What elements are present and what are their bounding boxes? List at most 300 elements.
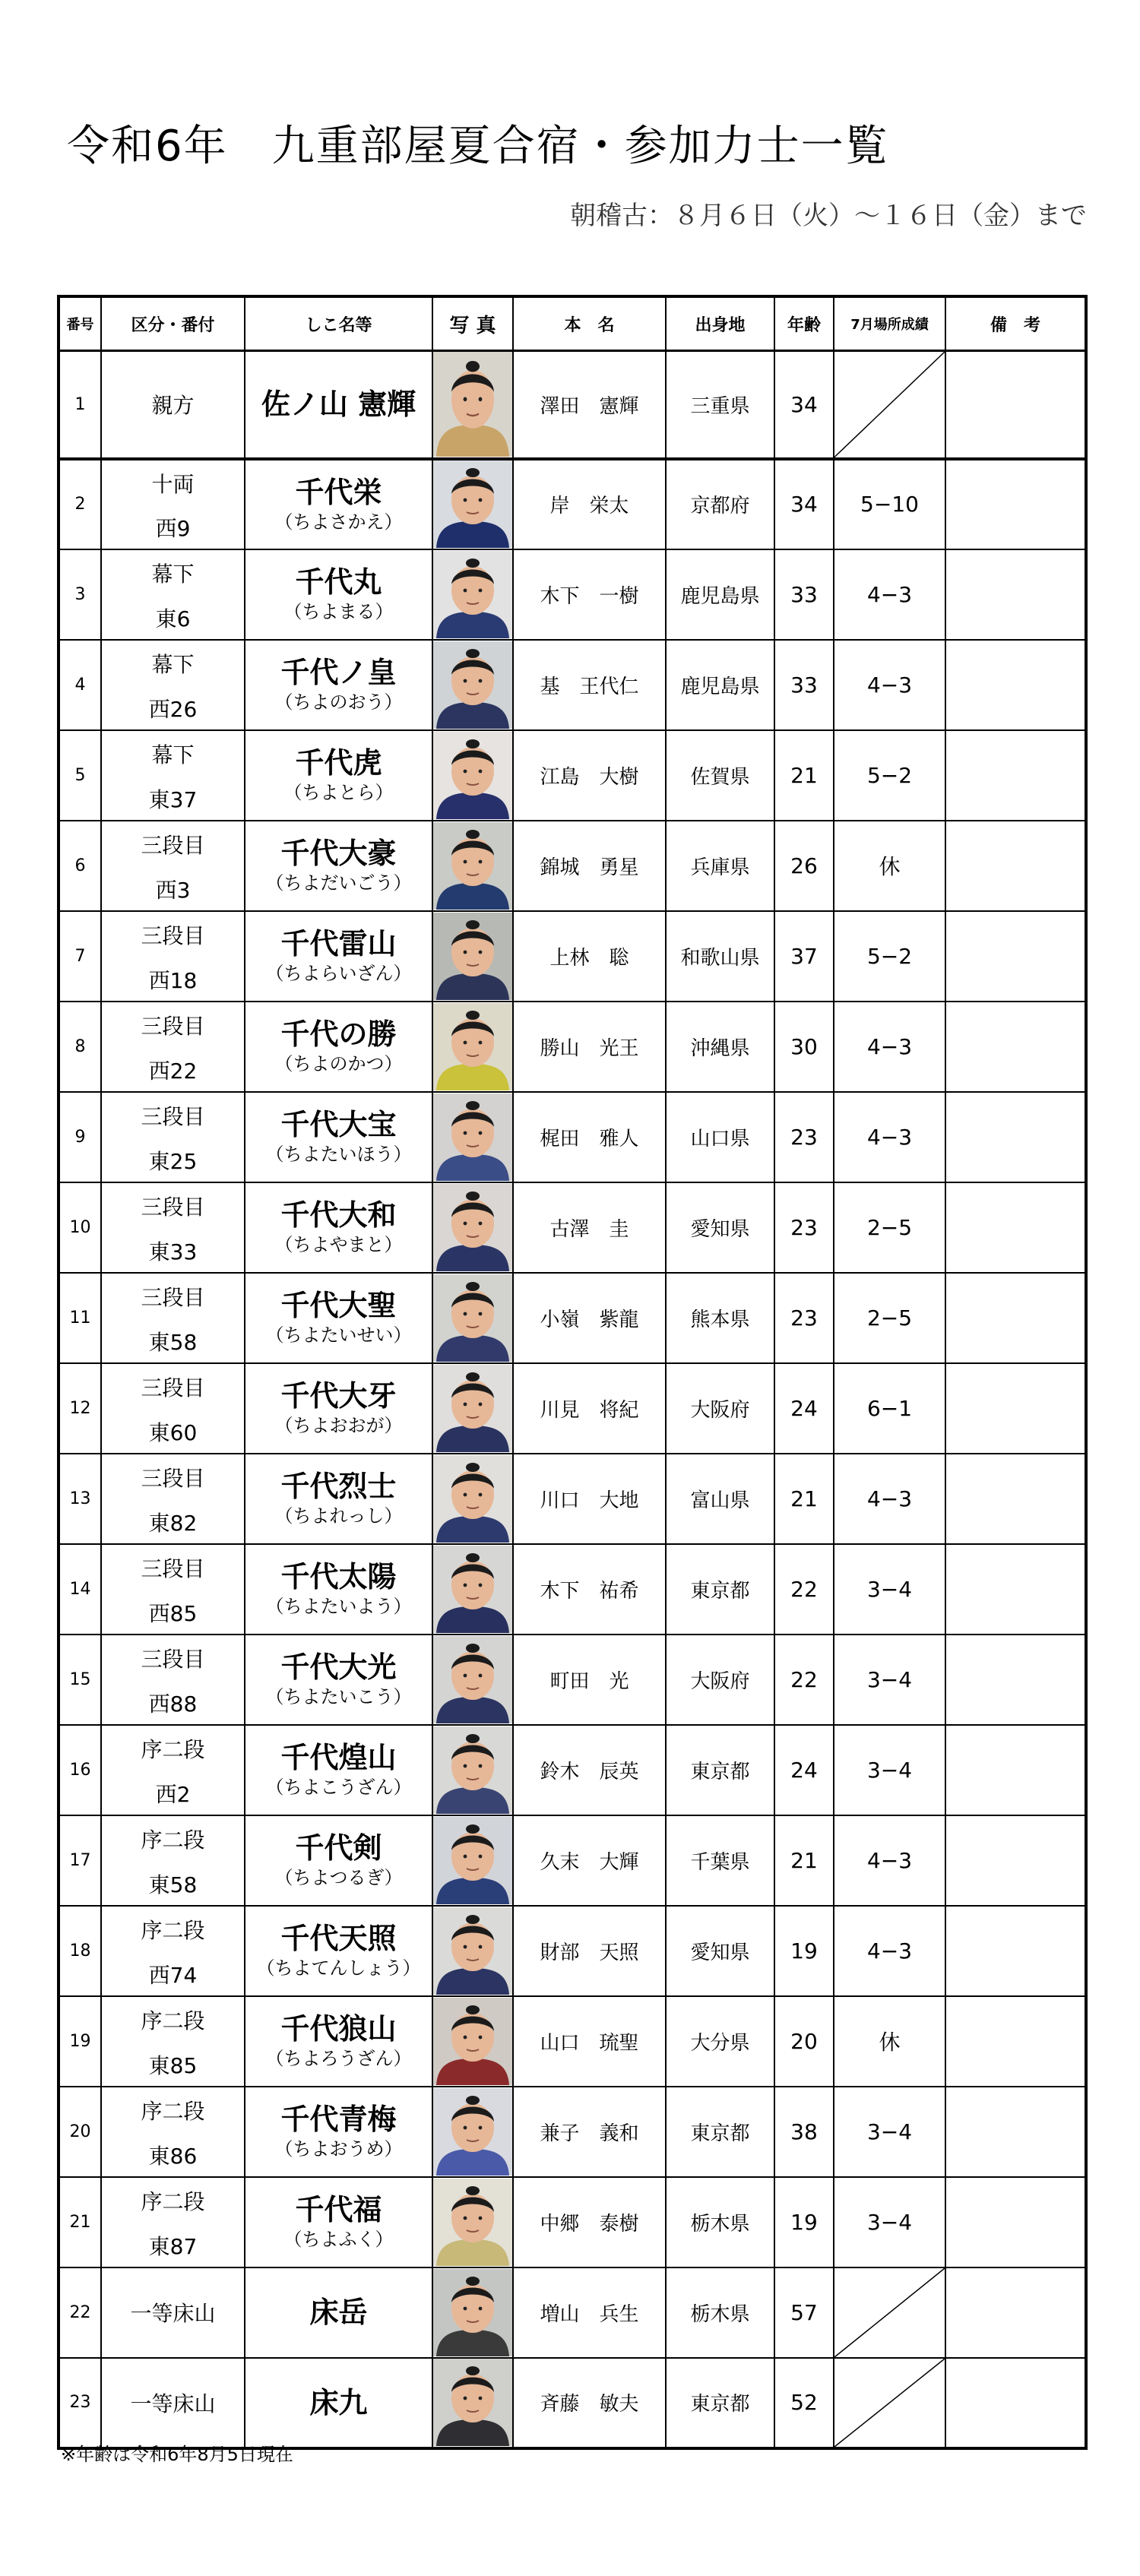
shikona-cell — [245, 1092, 432, 1182]
rank-position: 東58 — [148, 1872, 198, 1897]
record-value: 4−3 — [866, 1938, 913, 1964]
header-num: 番号 — [59, 296, 101, 351]
rank-division: 序二段 — [141, 2188, 205, 2214]
record-value: 4−3 — [866, 1033, 913, 1059]
rank-cell — [101, 1454, 245, 1544]
real-name: 岸 栄太 — [513, 459, 666, 549]
rank-cell — [101, 2177, 245, 2267]
remarks — [945, 1906, 1086, 1996]
row-number: 16 — [59, 1725, 101, 1815]
record-value: 3−4 — [866, 1576, 913, 1602]
shikona-reading: （ちよれっし） — [274, 1505, 403, 1527]
rank-position: 西3 — [155, 877, 191, 903]
real-name: 町田 光 — [513, 1635, 666, 1725]
wrestler-photo — [433, 1003, 512, 1090]
photo-cell — [432, 2177, 513, 2267]
remarks — [945, 1725, 1086, 1815]
july-record — [834, 1635, 945, 1725]
remarks — [945, 1002, 1086, 1092]
rank-position: 西85 — [148, 1600, 198, 1626]
shikona-cell — [245, 640, 432, 730]
real-name: 川見 将紀 — [513, 1363, 666, 1454]
age: 24 — [774, 1725, 834, 1815]
table-row — [59, 1725, 1086, 1815]
table-row — [59, 1273, 1086, 1363]
hometown: 兵庫県 — [666, 821, 774, 911]
real-name: 勝山 光王 — [513, 1002, 666, 1092]
table-row — [59, 2177, 1086, 2267]
shikona-cell — [245, 1363, 432, 1454]
rank-position: 東58 — [148, 1329, 198, 1355]
header-remarks: 備 考 — [945, 296, 1086, 351]
record-value: 休 — [879, 2030, 901, 2055]
wrestler-photo — [433, 1817, 512, 1904]
shikona-cell — [245, 1182, 432, 1273]
row-number: 20 — [59, 2087, 101, 2177]
hometown: 和歌山県 — [666, 911, 774, 1002]
row-number: 8 — [59, 1002, 101, 1092]
real-name: 兼子 義和 — [513, 2087, 666, 2177]
age: 34 — [774, 459, 834, 549]
age: 52 — [774, 2358, 834, 2448]
real-name: 川口 大地 — [513, 1454, 666, 1544]
rank-division: 序二段 — [141, 1736, 205, 1762]
record-value: 3−4 — [866, 1666, 913, 1692]
july-record — [834, 1002, 945, 1092]
shikona-reading: （ちよおおが） — [274, 1415, 403, 1436]
hometown: 大分県 — [666, 1996, 774, 2087]
wrestler-photo — [433, 2088, 512, 2176]
record-value: 4−3 — [866, 581, 913, 607]
shikona-reading: （ちよさかえ） — [274, 511, 403, 533]
row-number: 5 — [59, 730, 101, 821]
shikona-cell — [245, 1815, 432, 1906]
hometown: 熊本県 — [666, 1273, 774, 1363]
rank-cell — [101, 1092, 245, 1182]
remarks — [945, 2177, 1086, 2267]
rank-cell — [101, 351, 245, 459]
shikona-cell — [245, 1996, 432, 2087]
july-record — [834, 2267, 945, 2358]
shikona-reading: （ちよまる） — [283, 601, 394, 622]
row-number: 11 — [59, 1273, 101, 1363]
row-number: 13 — [59, 1454, 101, 1544]
wrestler-photo — [433, 1184, 512, 1271]
table-row — [59, 2267, 1086, 2358]
remarks — [945, 351, 1086, 459]
row-number: 19 — [59, 1996, 101, 2087]
record-value: 2−5 — [866, 1305, 913, 1331]
wrestler-photo — [433, 732, 512, 819]
record-value: 3−4 — [866, 1757, 913, 1783]
rank-division: 三段目 — [141, 1194, 205, 1220]
photo-cell — [432, 1363, 513, 1454]
header-hometown: 出身地 — [666, 296, 774, 351]
real-name: 梶田 雅人 — [513, 1092, 666, 1182]
rank-cell — [101, 730, 245, 821]
shikona-reading: （ちよとら） — [283, 782, 394, 803]
real-name: 小嶺 紫龍 — [513, 1273, 666, 1363]
july-record — [834, 640, 945, 730]
shikona: 千代煌山 — [280, 1741, 397, 1774]
real-name: 山口 琉聖 — [513, 1996, 666, 2087]
rank-position: 西26 — [148, 696, 198, 722]
roster-body — [59, 351, 1086, 2448]
shikona-cell — [245, 549, 432, 640]
hometown: 愛知県 — [666, 1906, 774, 1996]
rank-position: 西22 — [148, 1058, 198, 1084]
shikona: 千代雷山 — [280, 927, 397, 960]
shikona-cell — [245, 1454, 432, 1544]
july-record — [834, 2358, 945, 2448]
photo-cell — [432, 1092, 513, 1182]
header-rank: 区分・番付 — [101, 296, 245, 351]
table-row — [59, 1363, 1086, 1454]
shikona-cell — [245, 2267, 432, 2358]
table-row — [59, 549, 1086, 640]
table-row — [59, 1906, 1086, 1996]
rank-position: 東33 — [148, 1239, 198, 1264]
hometown: 鹿児島県 — [666, 640, 774, 730]
rank-cell — [101, 1182, 245, 1273]
real-name: 澤田 憲輝 — [513, 351, 666, 459]
rank-cell — [101, 1363, 245, 1454]
hometown: 東京都 — [666, 1544, 774, 1635]
header-shikona: しこ名等 — [245, 296, 432, 351]
wrestler-photo — [433, 822, 512, 910]
photo-cell — [432, 1635, 513, 1725]
wrestler-photo — [433, 1636, 512, 1723]
table-row — [59, 911, 1086, 1002]
photo-cell — [432, 640, 513, 730]
rank-division: 幕下 — [151, 561, 195, 587]
remarks — [945, 911, 1086, 1002]
table-row — [59, 1815, 1086, 1906]
shikona-cell — [245, 1002, 432, 1092]
july-record — [834, 1363, 945, 1454]
real-name: 錦城 勇星 — [513, 821, 666, 911]
header-real-name: 本 名 — [513, 296, 666, 351]
table-row — [59, 730, 1086, 821]
wrestler-photo — [433, 1093, 512, 1181]
age: 21 — [774, 1815, 834, 1906]
rank-cell — [101, 821, 245, 911]
remarks — [945, 1996, 1086, 2087]
july-record — [834, 1906, 945, 1996]
empty-record-slash — [834, 2359, 945, 2447]
table-row — [59, 1454, 1086, 1544]
rank-division: 十両 — [151, 471, 195, 497]
age: 20 — [774, 1996, 834, 2087]
shikona: 佐ノ山 憲輝 — [261, 388, 416, 422]
shikona: 床九 — [309, 2385, 368, 2419]
row-number: 15 — [59, 1635, 101, 1725]
shikona: 千代大光 — [280, 1650, 397, 1684]
table-row — [59, 1544, 1086, 1635]
rank-position: 東86 — [148, 2143, 198, 2169]
hometown: 東京都 — [666, 2358, 774, 2448]
shikona-cell — [245, 1544, 432, 1635]
remarks — [945, 2087, 1086, 2177]
table-row — [59, 351, 1086, 459]
july-record — [834, 1454, 945, 1544]
row-number: 10 — [59, 1182, 101, 1273]
age: 33 — [774, 640, 834, 730]
hometown: 愛知県 — [666, 1182, 774, 1273]
real-name: 木下 祐希 — [513, 1544, 666, 1635]
row-number: 18 — [59, 1906, 101, 1996]
photo-cell — [432, 911, 513, 1002]
header-photo: 写 真 — [432, 296, 513, 351]
shikona-reading: （ちよらいざん） — [265, 963, 412, 984]
table-row — [59, 459, 1086, 549]
hometown: 沖縄県 — [666, 1002, 774, 1092]
shikona-reading: （ちよてんしょう） — [256, 1957, 421, 1979]
shikona: 千代大宝 — [280, 1108, 397, 1141]
rank-division: 三段目 — [141, 1103, 205, 1129]
shikona: 千代福 — [295, 2193, 382, 2226]
rank-cell — [101, 1544, 245, 1635]
rank-position: 東60 — [148, 1419, 198, 1445]
record-value: 4−3 — [866, 1847, 913, 1873]
wrestler-photo — [433, 352, 512, 457]
record-value: 休 — [879, 854, 901, 879]
rank-cell — [101, 2087, 245, 2177]
hometown: 山口県 — [666, 1092, 774, 1182]
shikona-cell — [245, 911, 432, 1002]
shikona-reading: （ちよたいほう） — [265, 1144, 412, 1165]
rank-division: 親方 — [151, 393, 195, 419]
shikona: 千代ノ皇 — [280, 656, 397, 689]
shikona-cell — [245, 459, 432, 549]
rank-cell — [101, 1002, 245, 1092]
hometown: 東京都 — [666, 2087, 774, 2177]
rank-division: 三段目 — [141, 1555, 205, 1581]
rank-position: 東25 — [148, 1148, 198, 1174]
hometown: 京都府 — [666, 459, 774, 549]
hometown: 三重県 — [666, 351, 774, 459]
header-row — [59, 296, 1086, 351]
rank-division: 序二段 — [141, 2098, 205, 2124]
rank-cell — [101, 1815, 245, 1906]
age: 23 — [774, 1182, 834, 1273]
shikona-reading: （ちよのおう） — [274, 691, 403, 713]
real-name: 木下 一樹 — [513, 549, 666, 640]
rank-cell — [101, 911, 245, 1002]
rank-cell — [101, 459, 245, 549]
photo-cell — [432, 1725, 513, 1815]
remarks — [945, 821, 1086, 911]
remarks — [945, 549, 1086, 640]
photo-cell — [432, 1002, 513, 1092]
real-name: 鈴木 辰英 — [513, 1725, 666, 1815]
real-name: 増山 兵生 — [513, 2267, 666, 2358]
shikona-reading: （ちよやまと） — [274, 1234, 403, 1255]
real-name: 中郷 泰樹 — [513, 2177, 666, 2267]
table-row — [59, 2087, 1086, 2177]
header-age: 年齢 — [774, 296, 834, 351]
shikona: 千代烈士 — [280, 1470, 397, 1503]
age: 22 — [774, 1635, 834, 1725]
wrestler-photo — [433, 2179, 512, 2266]
row-number: 6 — [59, 821, 101, 911]
age: 22 — [774, 1544, 834, 1635]
wrestler-photo — [433, 1998, 512, 2085]
photo-cell — [432, 821, 513, 911]
record-value: 6−1 — [866, 1395, 913, 1421]
july-record — [834, 821, 945, 911]
july-record — [834, 730, 945, 821]
july-record — [834, 1815, 945, 1906]
hometown: 大阪府 — [666, 1635, 774, 1725]
shikona-reading: （ちよたいよう） — [265, 1596, 412, 1617]
shikona-reading: （ちよのかつ） — [274, 1053, 403, 1074]
row-number: 17 — [59, 1815, 101, 1906]
rank-cell — [101, 1273, 245, 1363]
july-record — [834, 549, 945, 640]
wrestler-photo — [433, 460, 512, 548]
rank-cell — [101, 2267, 245, 2358]
july-record — [834, 2177, 945, 2267]
shikona-cell — [245, 1635, 432, 1725]
photo-cell — [432, 730, 513, 821]
july-record — [834, 351, 945, 459]
real-name: 上林 聡 — [513, 911, 666, 1002]
july-record — [834, 2087, 945, 2177]
photo-cell — [432, 1273, 513, 1363]
photo-cell — [432, 1815, 513, 1906]
shikona-cell — [245, 2087, 432, 2177]
hometown: 千葉県 — [666, 1815, 774, 1906]
table-row — [59, 1996, 1086, 2087]
wrestler-photo — [433, 1455, 512, 1543]
shikona-reading: （ちよたいせい） — [265, 1324, 412, 1346]
rank-position: 西9 — [155, 515, 191, 541]
empty-record-slash — [834, 2268, 945, 2357]
record-value: 5−10 — [860, 492, 919, 517]
remarks — [945, 1363, 1086, 1454]
shikona: 千代の勝 — [280, 1017, 397, 1051]
real-name: 江島 大樹 — [513, 730, 666, 821]
rank-cell — [101, 2358, 245, 2448]
practice-schedule: 朝稽古：８月６日（火）～１６日（金）まで — [570, 201, 1087, 231]
empty-record-slash — [834, 352, 945, 457]
photo-cell — [432, 1454, 513, 1544]
photo-cell — [432, 2087, 513, 2177]
wrestler-photo — [433, 1907, 512, 1995]
age: 30 — [774, 1002, 834, 1092]
age: 37 — [774, 911, 834, 1002]
row-number: 4 — [59, 640, 101, 730]
table-row — [59, 2358, 1086, 2448]
shikona: 千代大豪 — [280, 837, 397, 870]
real-name: 基 王代仁 — [513, 640, 666, 730]
rank-division: 三段目 — [141, 832, 205, 858]
rank-division: 幕下 — [151, 651, 195, 677]
remarks — [945, 730, 1086, 821]
july-record — [834, 911, 945, 1002]
photo-cell — [432, 2267, 513, 2358]
record-value: 3−4 — [866, 2119, 913, 2144]
row-number: 7 — [59, 911, 101, 1002]
photo-cell — [432, 351, 513, 459]
table-row — [59, 1002, 1086, 1092]
age: 23 — [774, 1092, 834, 1182]
wrestler-photo — [433, 1546, 512, 1633]
age: 19 — [774, 1906, 834, 1996]
rank-cell — [101, 1725, 245, 1815]
hometown: 佐賀県 — [666, 730, 774, 821]
shikona-cell — [245, 2177, 432, 2267]
shikona-cell — [245, 351, 432, 459]
rank-position: 東82 — [148, 1510, 198, 1536]
photo-cell — [432, 459, 513, 549]
shikona-cell — [245, 1906, 432, 1996]
remarks — [945, 1273, 1086, 1363]
age: 21 — [774, 1454, 834, 1544]
rank-division: 序二段 — [141, 1917, 205, 1943]
record-value: 5−2 — [866, 943, 913, 969]
wrestler-photo — [433, 2269, 512, 2356]
row-number: 23 — [59, 2358, 101, 2448]
shikona-reading: （ちよこうざん） — [265, 1777, 412, 1798]
rank-division: 一等床山 — [130, 2391, 216, 2416]
record-value: 4−3 — [866, 1486, 913, 1511]
table-row — [59, 1092, 1086, 1182]
row-number: 21 — [59, 2177, 101, 2267]
remarks — [945, 2358, 1086, 2448]
photo-cell — [432, 1996, 513, 2087]
shikona-reading: （ちよおうめ） — [274, 2138, 403, 2160]
table-row — [59, 1182, 1086, 1273]
rank-division: 三段目 — [141, 1375, 205, 1400]
real-name: 古澤 圭 — [513, 1182, 666, 1273]
july-record — [834, 1544, 945, 1635]
table-row — [59, 821, 1086, 911]
row-number: 22 — [59, 2267, 101, 2358]
rank-division: 三段目 — [141, 1284, 205, 1310]
age: 33 — [774, 549, 834, 640]
hometown: 栃木県 — [666, 2267, 774, 2358]
row-number: 9 — [59, 1092, 101, 1182]
rank-division: 三段目 — [141, 1013, 205, 1039]
rank-division: 幕下 — [151, 742, 195, 767]
shikona-cell — [245, 821, 432, 911]
remarks — [945, 640, 1086, 730]
rank-cell — [101, 1906, 245, 1996]
july-record — [834, 1996, 945, 2087]
row-number: 14 — [59, 1544, 101, 1635]
shikona: 千代虎 — [295, 746, 382, 780]
real-name: 斉藤 敏夫 — [513, 2358, 666, 2448]
wrestler-photo — [433, 913, 512, 1000]
july-record — [834, 1182, 945, 1273]
shikona-cell — [245, 1273, 432, 1363]
remarks — [945, 1182, 1086, 1273]
photo-cell — [432, 1906, 513, 1996]
record-value: 4−3 — [866, 672, 913, 698]
age: 19 — [774, 2177, 834, 2267]
rank-division: 三段目 — [141, 922, 205, 948]
age: 23 — [774, 1273, 834, 1363]
shikona: 千代丸 — [295, 565, 382, 599]
real-name: 久末 大輝 — [513, 1815, 666, 1906]
shikona-cell — [245, 2358, 432, 2448]
wrestler-roster-table — [57, 295, 1088, 2450]
remarks — [945, 1815, 1086, 1906]
age: 24 — [774, 1363, 834, 1454]
hometown: 東京都 — [666, 1725, 774, 1815]
